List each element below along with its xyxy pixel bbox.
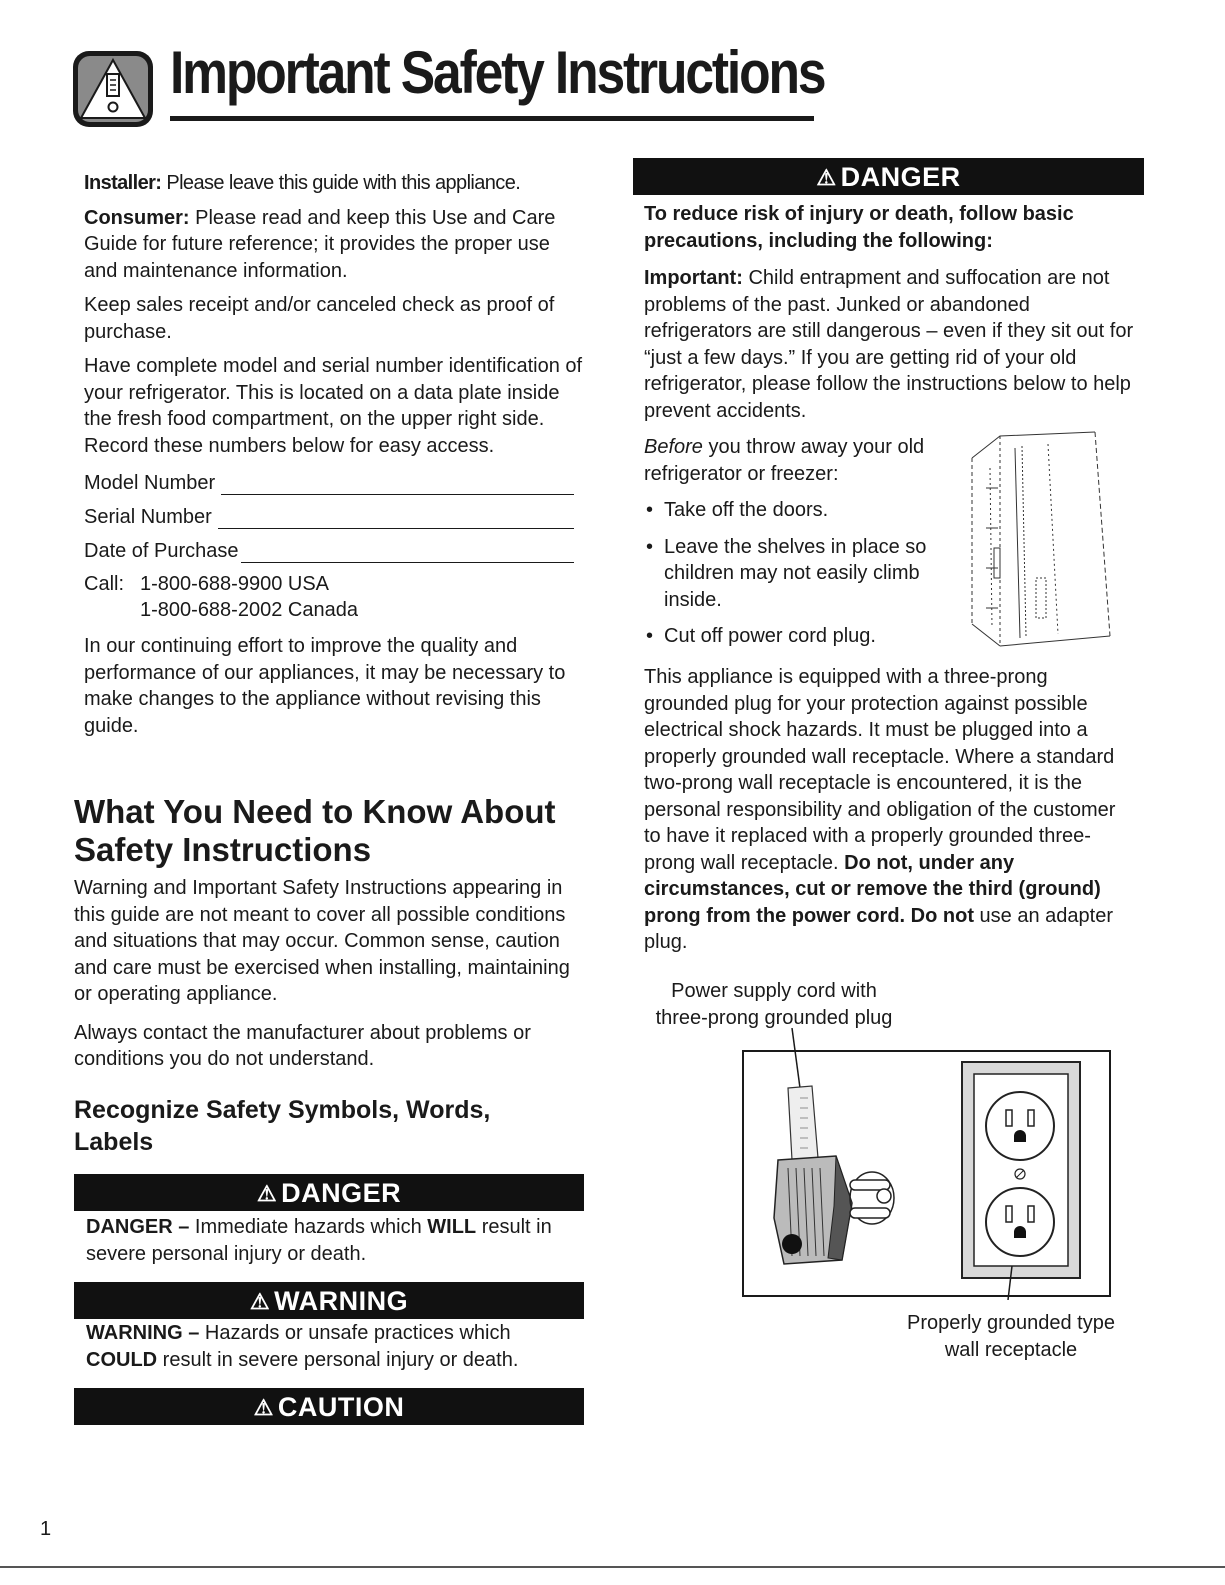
danger-bar-text: DANGER bbox=[281, 1178, 402, 1208]
model-number-row bbox=[84, 467, 574, 495]
warning-label-bar bbox=[74, 1282, 584, 1319]
installer-text: Please leave this guide with this appliance. bbox=[166, 172, 521, 194]
page-title: Important Safety Instructions bbox=[170, 39, 825, 106]
before-text: you throw away your old refrigerator or freezer: bbox=[644, 436, 925, 485]
warning-text-b: result in severe personal injury or death. bbox=[162, 1348, 519, 1371]
page-bottom-edge bbox=[0, 1566, 1225, 1568]
continuing-note: In our continuing effort to improve the quality and performance of our appliances, it may be necessary to make changes to the appliance without revising this guide. bbox=[84, 635, 566, 737]
warning-could: COULD bbox=[86, 1348, 158, 1371]
model-number-label: Model Number bbox=[84, 472, 216, 494]
danger-text-b: result in severe personal injury or death. bbox=[86, 1216, 552, 1265]
phone-canada: 1-800-688-2002 Canada bbox=[140, 599, 358, 621]
plug-receptacle-illustration bbox=[740, 1028, 1114, 1300]
call-label: Call: bbox=[84, 573, 125, 595]
know-heading: What You Need to Know About Safety Instructions bbox=[74, 793, 556, 868]
know-section bbox=[74, 793, 594, 1073]
important-note bbox=[644, 265, 1139, 424]
cord-caption: Power supply cord with three-prong grounded plug bbox=[655, 980, 893, 1029]
right-danger-bar-text: DANGER bbox=[840, 162, 961, 192]
symbols-heading: Recognize Safety Symbols, Words, Labels bbox=[74, 1096, 491, 1156]
phone-usa: 1-800-688-9900 USA bbox=[140, 573, 330, 595]
warning-text-a: Hazards or unsafe practices which bbox=[204, 1322, 511, 1344]
page-number: 1 bbox=[40, 1518, 52, 1540]
warning-word: WARNING – bbox=[86, 1322, 200, 1344]
consumer-text: Please read and keep this Use and Care Guide for future reference; it provides the proper use and maintenance information. bbox=[84, 206, 556, 282]
serial-number-row bbox=[84, 501, 574, 529]
reduce-risk-text: To reduce risk of injury or death, follow basic precautions, including the following: bbox=[644, 203, 1074, 252]
plug-bold: Do not, under any circumstances, cut or remove the third (ground) prong from the power cord. Do not bbox=[644, 851, 1101, 927]
date-of-purchase-field[interactable] bbox=[241, 540, 574, 563]
step-item: • Take off the doors. bbox=[646, 497, 936, 524]
serial-number-label: Serial Number bbox=[84, 506, 212, 528]
date-of-purchase-label: Date of Purchase bbox=[84, 540, 239, 562]
date-of-purchase-row bbox=[84, 535, 574, 563]
receptacle-caption: Properly grounded type wall receptacle bbox=[907, 1312, 1115, 1361]
plug-warning bbox=[644, 664, 1134, 956]
plug-text-b: use an adapter plug. bbox=[644, 904, 1113, 953]
important-label: Important: bbox=[644, 267, 743, 289]
serial-number-field[interactable] bbox=[218, 506, 574, 529]
intro-section bbox=[84, 170, 584, 739]
phone-block bbox=[84, 571, 584, 625]
danger-word: DANGER – bbox=[86, 1216, 190, 1238]
safety-alert-icon bbox=[72, 50, 154, 128]
warning-definition bbox=[86, 1320, 576, 1373]
warning-bar-text: WARNING bbox=[274, 1286, 409, 1316]
warning-triangle-icon: ⚠ bbox=[249, 1289, 271, 1314]
important-text: Child entrapment and suffocation are not problems of the past. Junked or abandoned refrigerators are still dangerous – even if they sit out for “just a few days.” If you are getting rid of your old refrigerator, please follow the instructions below to help prevent accidents. bbox=[644, 267, 1134, 422]
model-number-field[interactable] bbox=[221, 472, 574, 495]
receipt-note: Keep sales receipt and/or canceled check as proof of purchase. bbox=[84, 294, 555, 343]
model-info-note: Have complete model and serial number identification of your refrigerator. This is located on a data plate inside the fresh food compartment, on the upper right side. Record these numbers below for easy access. bbox=[84, 355, 583, 457]
plug-text-a: This appliance is equipped with a three-prong grounded plug for your protection against possible electrical shock hazards. It must be plugged into a properly grounded wall receptacle. Where a standard two-prong wall receptacle is encountered, it is the personal responsibility and obligation of the customer to have it replaced with a properly grounded three-prong wall receptacle. bbox=[644, 666, 1116, 874]
consumer-note bbox=[84, 205, 584, 285]
step-item: • Cut off power cord plug. bbox=[646, 623, 936, 650]
before-note bbox=[644, 434, 954, 487]
caution-label-bar bbox=[74, 1388, 584, 1425]
title-underline bbox=[170, 116, 814, 121]
warning-triangle-icon: ⚠ bbox=[256, 1181, 278, 1206]
before-italic: Before bbox=[644, 436, 703, 458]
step-item: • Leave the shelves in place so children may not easily climb inside. bbox=[646, 534, 936, 614]
danger-label-bar bbox=[74, 1174, 584, 1211]
danger-text-a: Immediate hazards which bbox=[194, 1216, 422, 1238]
danger-will: WILL bbox=[427, 1216, 477, 1238]
warning-triangle-icon: ⚠ bbox=[253, 1395, 274, 1420]
warning-triangle-icon: ⚠ bbox=[816, 165, 837, 190]
danger-definition bbox=[86, 1214, 576, 1267]
installer-label: Installer: bbox=[84, 172, 162, 194]
know-para-1: Warning and Important Safety Instructions appearing in this guide are not meant to cover all possible conditions and situations that may occur. Common sense, caution and care must be exercised when installing, maintaining or operating appliance. bbox=[74, 877, 570, 1005]
right-danger-bar bbox=[633, 158, 1144, 195]
disposal-steps bbox=[646, 497, 936, 650]
refrigerator-illustration bbox=[960, 428, 1120, 656]
know-para-2: Always contact the manufacturer about problems or conditions you do not understand. bbox=[74, 1021, 531, 1070]
consumer-label: Consumer: bbox=[84, 206, 190, 229]
installer-note bbox=[84, 170, 584, 197]
symbols-heading-wrap bbox=[74, 1094, 534, 1158]
caution-bar-text: CAUTION bbox=[277, 1392, 405, 1422]
